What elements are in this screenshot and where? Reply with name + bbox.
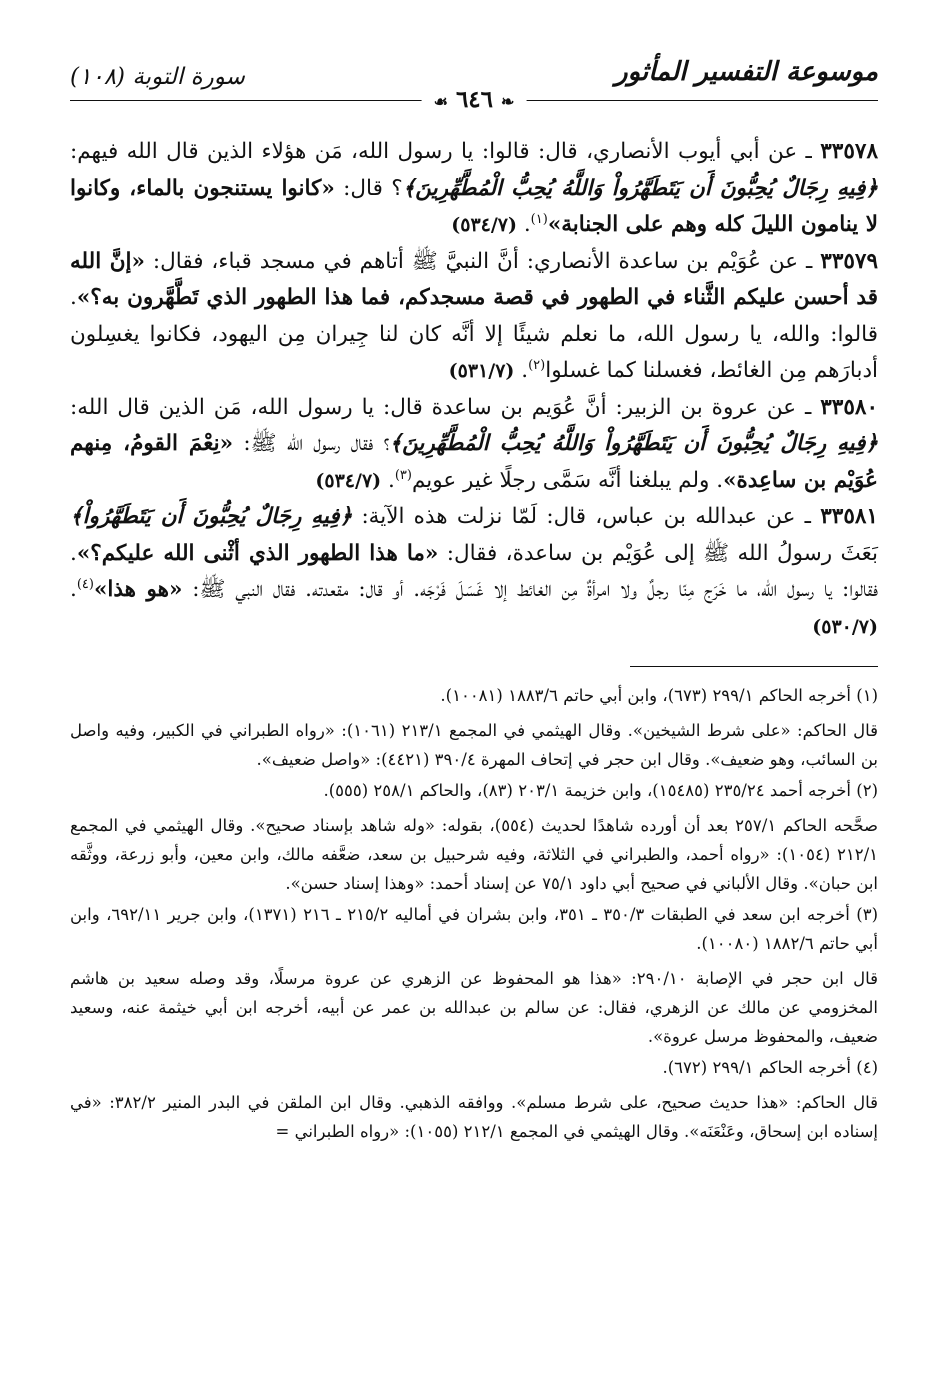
entry-text: ـ عن عروة بن الزبير: أنَّ عُوَيم بن ساعدة قال: يا رسول الله، مَن الذين قال الله:	[70, 394, 821, 420]
footnote-comment: قال ابن حجر في الإصابة ٢٩٠/١٠: «هذا هو المحفوظ عن الزهري عن عروة مرسلًا، وقد وصله سعيد بن هاشم المخزومي عن مالك عن الزهري، فقال: عن سالم بن عبدالله بن عمر عن أبيه، أخرجه ابن أبي خيثمة عنه، وسعيد ضعيف، والمحفوظ مرسل عروة».	[70, 969, 878, 1046]
footnote-source: (١) أخرجه الحاكم ٢٩٩/١ (٦٧٣)، وابن أبي حاتم ١٨٨٣/٦ (١٠٠٨١).	[440, 686, 878, 705]
entry-number: ٣٣٥٧٨	[820, 139, 878, 164]
hadith-quote: «نِعْمَ القومُ، مِنهم عُوَيْم بن ساعِدة»	[70, 431, 878, 493]
hadith-entry: ٣٣٥٧٩ ـ عن عُوَيْم بن ساعدة الأنصاري: أنَّ النبيَّ ﷺ أتاهم في مسجد قباء، فقال: «إنَّ الله قد أحسن عليكم الثَّناء في الطهور في قصة مسجدكم، فما هذا الطهور الذي تَطَّهَّرون به؟». قالوا: والله، يا رسول الله، ما نعلم شيئًا إلا أنَّه كان لنا جِيران مِن اليهود، فكانوا يغسِلون أدبارَهم مِن الغائط، فغسلنا كما غسلوا$^{(٢)}$. (٥٣١/٧)	[70, 248, 879, 383]
hadith-quote: «ما هذا الطهور الذي أثْنى الله عليكم؟»	[76, 540, 439, 566]
hadith-quote: «إنَّ الله قد أحسن عليكم الثَّناء في الطهور في قصة مسجدكم، فما هذا الطهور الذي تَطَّهَّرون به؟»	[70, 248, 878, 310]
ornament-icon: ☙	[433, 92, 448, 111]
entry-text: ـ عن عبدالله بن عباس، قال: لَمّا نزلت هذه الآية:	[352, 504, 821, 529]
hadith-entry: ٣٣٥٨١ ـ عن عبدالله بن عباس، قال: لَمّا نزلت هذه الآية: ﴿فِيهِ رِجَالٌ يُحِبُّونَ أَن يَتَطَهَّرُواْ﴾ بَعَثَ رسولُ الله ﷺ إلى عُوَيْم بن ساعدة، فقال: «ما هذا الطهور الذي أثْنى الله عليكم؟». فقالوا: يا رسول الله، ما خَرَج مِنّا رجلٌ ولا امرأةٌ مِن الغائط إلا غَسَلَ فَرْجَه. أو قال: مقعدته. فقال النبي ﷺ: «هو هذا»$^{(٤)}$. (٥٣٠/٧)	[70, 504, 878, 638]
footnote-marker: (٢)	[528, 357, 546, 373]
hadith-quote: «هو هذا»	[93, 577, 183, 602]
page	[70, 40, 878, 1370]
hadith-entry: ٣٣٥٧٨ ـ عن أبي أيوب الأنصاري، قال: قالوا: يا رسول الله، مَن هؤلاء الذين قال الله فيهم: ﴿فِيهِ رِجَالٌ يُحِبُّونَ أَن يَتَطَهَّرُواْ وَاللَّهُ يُحِبُّ الْمُطَّهِّرِينَ﴾؟ قال: «كانوا يستنجون بالماء، وكانوا لا ينامون الليلَ كله وهم على الجنابة»$^{(١)}$. (٥٣٤/٧)	[70, 139, 878, 237]
entry-text: ـ عن عُوَيْم بن ساعدة الأنصاري: أنَّ النبيَّ ﷺ أتاهم في مسجد قباء، فقال:	[144, 248, 821, 274]
ayah-quote: ﴿فِيهِ رِجَالٌ يُحِبُّونَ أَن يَتَطَهَّرُواْ وَاللَّهُ يُحِبُّ الْمُطَّهِّرِينَ﴾	[389, 431, 879, 456]
book-title: موسوعة التفسير المأثور	[615, 57, 878, 87]
entry-number: ٣٣٥٨١	[820, 504, 878, 529]
ayah-quote: ﴿فِيهِ رِجَالٌ يُحِبُّونَ أَن يَتَطَهَّرُواْ وَاللَّهُ يُحِبُّ الْمُطَّهِّرِينَ﴾	[402, 175, 878, 201]
cross-reference: (٥٣٠/٧)	[812, 615, 878, 638]
entry-text: بَعَثَ رسولُ الله ﷺ إلى عُوَيْم بن ساعدة، فقال:	[438, 540, 878, 566]
footnote-source: (٢) أخرجه أحمد ٢٣٥/٢٤ (١٥٤٨٥)، وابن خزيمة ٢٠٣/١ (٨٣)، والحاكم ٢٥٨/١ (٥٥٥).	[323, 781, 878, 800]
main-text	[70, 134, 878, 645]
entry-text: ـ عن أبي أيوب الأنصاري، قال: قالوا: يا رسول الله، مَن هؤلاء الذين قال الله فيهم:	[70, 139, 821, 164]
footnote-comment: قال الحاكم: «هذا حديث صحيح، على شرط مسلم». ووافقه الذهبي. وقال ابن الملقن في البدر المنير ٣٨٢/٢: «في إسناده ابن إسحاق، وعَنْعَنَه». وقال الهيثمي في المجمع ٢١٢/١ (١٠٥٥): «رواه الطبراني =	[70, 1093, 878, 1141]
footnotes	[70, 681, 878, 1146]
footnote-marker: (١)	[530, 211, 548, 227]
footnote-comment: قال الحاكم: «على شرط الشيخين». وقال الهيثمي في المجمع ٢١٣/١ (١٠٦١): «رواه الطبراني في الكبير، وفيه واصل بن السائب، وهو ضعيف». وقال ابن حجر في إتحاف المهرة ٣٩٠/٤ (٤٤٢١): «واصل ضعيف».	[70, 721, 879, 769]
footnote-separator	[630, 666, 878, 667]
entry-number: ٣٣٥٨٠	[820, 394, 878, 420]
entry-number: ٣٣٥٧٩	[820, 248, 879, 274]
hadith-entry: ٣٣٥٨٠ ـ عن عروة بن الزبير: أنَّ عُوَيم بن ساعدة قال: يا رسول الله، مَن الذين قال الله: ﴿فِيهِ رِجَالٌ يُحِبُّونَ أَن يَتَطَهَّرُواْ وَاللَّهُ يُحِبُّ الْمُطَّهِّرِينَ﴾؟ فقال رسول الله ﷺ: «نِعْمَ القومُ، مِنهم عُوَيْم بن ساعِدة». ولم يبلغنا أنَّه سَمَّى رجلًا غير عويم$^{(٣)}$. (٥٣٤/٧)	[70, 394, 879, 493]
page-number: ٦٤٦	[455, 86, 493, 113]
surah-label: سورة التوبة (١٠٨)	[70, 64, 245, 90]
ayah-quote: ﴿فِيهِ رِجَالٌ يُحِبُّونَ أَن يَتَطَهَّرُواْ﴾	[70, 504, 353, 529]
cross-reference: (٥٣١/٧)	[448, 360, 515, 382]
footnote-source: (٤) أخرجه الحاكم ٢٩٩/١ (٦٧٢).	[662, 1058, 878, 1077]
cross-reference: (٥٣٤/٧)	[315, 469, 382, 492]
cross-reference: (٥٣٤/٧)	[451, 214, 517, 236]
footnote-source: (٣) أخرجه ابن سعد في الطبقات ٣٥٠/٣ ـ ٣٥١، وابن بشران في أماليه ٢١٥/٢ ـ ٢١٦ (١٣٧١)، وابن جرير ٦٩٢/١١، وابن أبي حاتم ١٨٨٢/٦ (١٠٠٨٠).	[70, 905, 878, 953]
hadith-quote: «كانوا يستنجون بالماء، وكانوا لا ينامون الليلَ كله وهم على الجنابة»	[70, 175, 878, 237]
entry-text: . ولم يبلغنا أنَّه سَمَّى رجلًا غير عويم	[411, 467, 724, 493]
entry-text: ؟ قال:	[334, 175, 403, 201]
footnote-marker: (٤)	[76, 576, 94, 592]
footnote-comment: صحَّحه الحاكم ٢٥٧/١ بعد أن أورده شاهدًا لحديث (٥٥٤)، بقوله: «وله شاهد بإسناد صحيح». وقال الهيثمي في المجمع ٢١٢/١ (١٠٥٤): «رواه أحمد، والطبراني في الثلاثة، وفيه شرحبيل بن سعد، ضعَّفه مالك، وابن معين، وأبو زرعة، ووثَّقه ابن حبان». وقال الألباني في صحيح أبي داود ٧٥/١ عن إسناد أحمد: «وهذا إسناد حسن».	[70, 816, 878, 893]
footnote-marker: (٣)	[394, 467, 412, 483]
page-header	[70, 40, 878, 120]
page-number-box	[422, 86, 527, 116]
entry-text: . فقالوا: يا رسول الله، ما خَرَج مِنّا رجلٌ ولا امرأةٌ مِن الغائط إلا غَسَلَ فَرْجَه. أو قال: مقعدته. فقال النبي ﷺ:	[70, 540, 878, 602]
entry-text: ؟ فقال رسول الله ﷺ:	[233, 431, 390, 456]
entry-text: . قالوا: والله، يا رسول الله، ما نعلم شيئًا إلا أنَّه كان لنا جِيران مِن اليهود، فكانوا يغسِلون أدبارَهم مِن الغائط، فغسلنا كما غسلوا	[70, 285, 878, 383]
ornament-icon: ❧	[501, 92, 515, 111]
